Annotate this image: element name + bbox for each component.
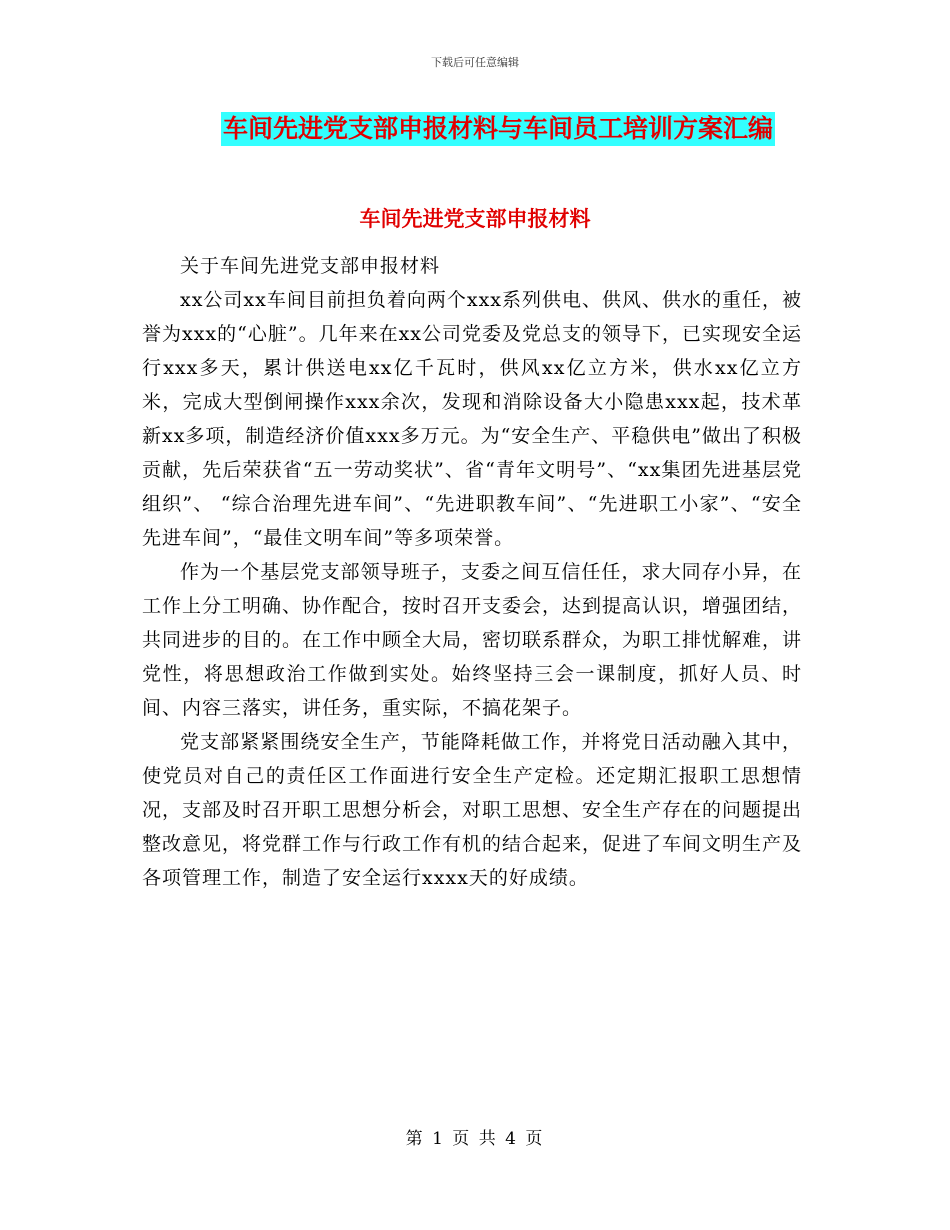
header-note: 下载后可任意编辑 bbox=[431, 56, 519, 69]
page-footer: 第 1 页 共 4 页 bbox=[405, 1129, 545, 1149]
paragraph: xx公司xx车间目前担负着向两个xxx系列供电、供风、供水的重任，被誉为xxx的“心脏”。几年来在xx公司党委及党总支的领导下，已实现安全运行xxx多天，累计供送电xx亿千瓦时，供风xx亿立方米，供水xx亿立方米，完成大型倒闸操作xxx余次，发现和消除设备大小隐患xxx起，技术革新xx多项，制造经济价值xxx多万元。为“安全生产、平稳供电”做出了积极贡献，先后荣获省“五一劳动奖状”、省“青年文明号”、“xx集团先进基层党组织”、 “综合治理先进车间”、“先进职教车间”、“先进职工小家”、“安全先进车间”，“最佳文明车间”等多项荣誉。 bbox=[142, 289, 803, 549]
document-title-container bbox=[0, 112, 950, 146]
document-title: 车间先进党支部申报材料与车间员工培训方案汇编 bbox=[221, 112, 775, 146]
section-title: 车间先进党支部申报材料 bbox=[359, 207, 591, 231]
paragraph: 党支部紧紧围绕安全生产，节能降耗做工作，并将党日活动融入其中，使党员对自己的责任区工作面进行安全生产定检。还定期汇报职工思想情况，支部及时召开职工思想分析会，对职工思想、安全生产存在的问题提出整改意见，将党群工作与行政工作有机的结合起来，促进了车间文明生产及各项管理工作，制造了安全运行xxxx天的好成绩。 bbox=[142, 731, 803, 889]
paragraph-subject: 关于车间先进党支部申报材料 bbox=[180, 255, 441, 277]
document-body bbox=[142, 249, 802, 895]
paragraph: 作为一个基层党支部领导班子，支委之间互信任任，求大同存小异，在工作上分工明确、协作配合，按时召开支委会，达到提高认识，增强团结，共同进步的目的。在工作中顾全大局，密切联系群众，为职工排忧解难，讲党性，将思想政治工作做到实处。始终坚持三会一课制度，抓好人员、时间、内容三落实，讲任务，重实际，不搞花架子。 bbox=[142, 561, 803, 719]
